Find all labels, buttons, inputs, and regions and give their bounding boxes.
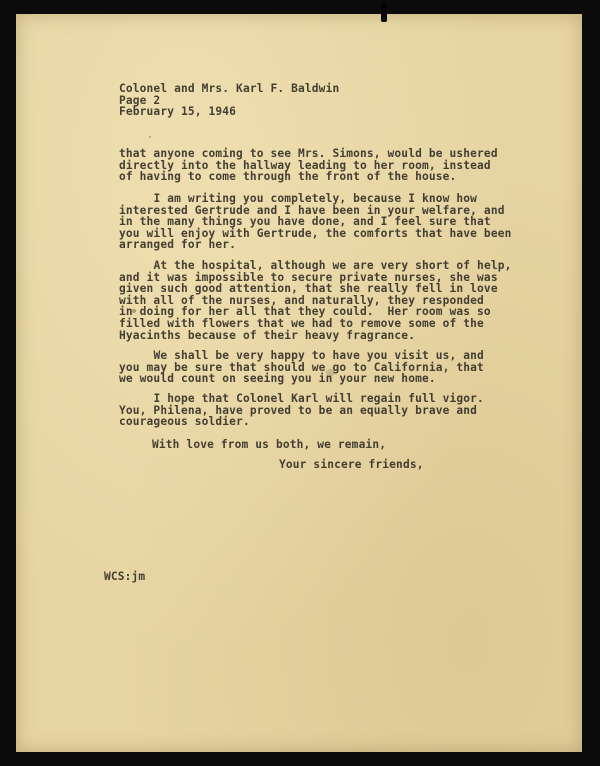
paragraph-4 [119,350,484,385]
header-page-number: Page 2 [119,93,161,107]
text-line: you may be sure that should we go to California, that [119,360,484,374]
text-line: interested Gertrude and I have been in your welfare, and [119,203,505,217]
paragraph-1 [119,148,498,183]
text-line: of having to come through the front of the house. [119,170,457,184]
paragraph-3 [119,260,511,341]
text-line: directly into the hallway leading to her room, instead [119,158,491,172]
signature-line: Your sincere friends, [279,458,424,471]
text-line: filled with flowers that we had to remove some of the [119,316,484,330]
text-line: you will enjoy with Gertrude, the comforts that have been [119,226,512,240]
text-line: We shall be very happy to have you visit us, and [153,349,484,362]
text-line: Hyacinths because of their heavy fragrance. [119,328,416,342]
punch-hole [381,2,387,22]
text-line: that anyone coming to see Mrs. Simons, would be ushered [119,147,498,160]
letter-header [119,83,339,118]
typist-initials: WCS:jm [104,570,146,583]
text-line: I hope that Colonel Karl will regain full vigor. [153,392,484,405]
text-line: in doing for her all that they could. Her room was so [119,305,491,319]
text-line: arranged for her. [119,238,237,252]
header-recipient: Colonel and Mrs. Karl F. Baldwin [119,82,340,95]
text-line: I am writing you completely, because I know how [153,192,478,205]
text-line: in the many things you have done, and I feel sure that [119,215,491,229]
header-date: February 15, 1946 [119,105,237,119]
text-line: given such good attention, that she really fell in love [119,282,498,296]
text-line: and it was impossible to secure private nurses, she was [119,270,498,284]
paragraph-5 [119,393,484,428]
text-line: At the hospital, although we are very short of help, [153,259,512,272]
text-line: with all of the nurses, and naturally, they responded [119,293,484,307]
text-line: You, Philena, have proved to be an equally brave and [119,403,478,417]
closing-line: With love from us both, we remain, [152,438,387,451]
text-line: we would count on seeing you in your new home. [119,372,436,386]
text-line: courageous soldier. [119,415,250,429]
paragraph-2 [119,193,511,251]
